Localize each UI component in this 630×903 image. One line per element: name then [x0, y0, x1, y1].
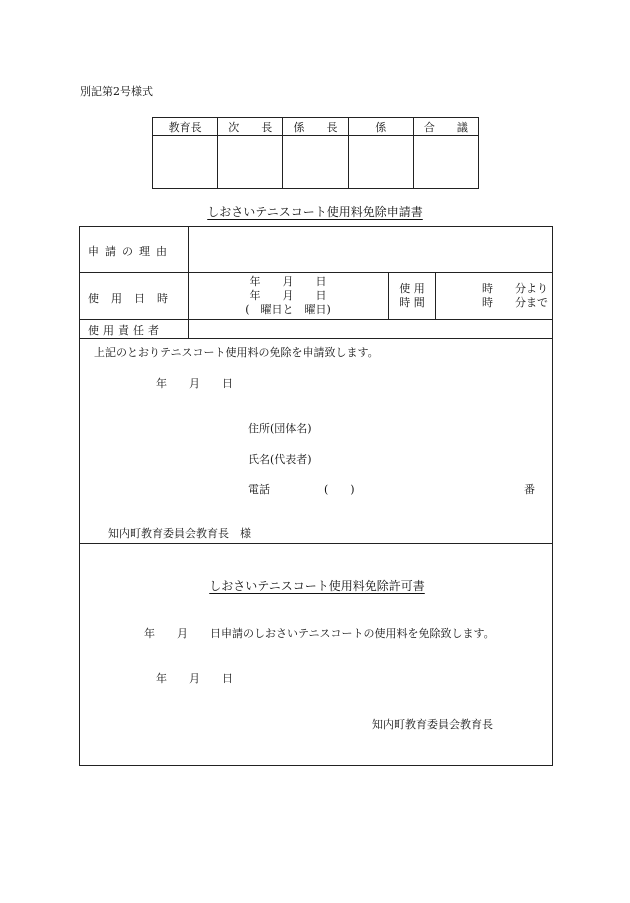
permit-title: しおさいテニスコート使用料免除許可書: [209, 579, 425, 593]
approval-column-staff: [348, 118, 413, 188]
addressee: 知内町教育委員会教育長 様: [108, 527, 251, 540]
phone-label: 電話: [248, 483, 270, 496]
time-to: 時 分まで: [482, 296, 548, 309]
permit-date[interactable]: 年 月 日: [156, 672, 233, 685]
phone-area-code[interactable]: ( ): [324, 483, 355, 496]
row-divider: [80, 338, 552, 339]
phone-suffix: 番: [524, 483, 535, 496]
application-title: しおさいテニスコート使用料免除申請書: [207, 205, 423, 219]
responsible-label: 使用責任者: [88, 324, 163, 337]
section-divider: [80, 543, 552, 544]
column-divider: [388, 272, 389, 319]
approval-column-deputy: [217, 118, 282, 188]
date-line: 年 月 日: [249, 289, 327, 302]
permit-statement: 年 月 日申請のしおさいテニスコートの使用料を免除致します。: [144, 627, 495, 640]
time-from: 時 分より: [482, 282, 548, 295]
responsible-field[interactable]: [192, 321, 548, 336]
usage-time-label-line: 時 間: [399, 296, 425, 309]
approval-header: 係 長: [283, 118, 347, 136]
approval-stamp-cell[interactable]: [218, 136, 282, 188]
name-label: 氏名(代表者): [248, 453, 312, 466]
approval-header: 合 議: [414, 118, 478, 136]
approval-stamp-cell[interactable]: [414, 136, 478, 188]
date-field[interactable]: [192, 275, 384, 317]
row-divider: [80, 272, 552, 273]
weekday-line: ( 曜日と 曜日): [245, 303, 331, 316]
usage-time-label-line: 使 用: [399, 282, 425, 295]
datetime-label: 使用日時: [88, 292, 180, 305]
reason-label: 申請の理由: [88, 245, 173, 258]
approval-header: 次 長: [218, 118, 282, 136]
approval-column-superintendent: [153, 118, 217, 188]
column-divider: [435, 272, 436, 319]
permit-issuer: 知内町教育委員会教育長: [372, 718, 493, 731]
usage-time-label: [390, 282, 434, 310]
date-line: 年 月 日: [249, 275, 327, 288]
approval-stamp-cell[interactable]: [283, 136, 347, 188]
address-label: 住所(団体名): [248, 422, 312, 435]
approval-stamp-cell[interactable]: [153, 136, 217, 188]
approval-stamp-cell[interactable]: [349, 136, 413, 188]
form-number: 別記第2号様式: [80, 85, 153, 98]
approval-header: 係: [349, 118, 413, 136]
reason-field[interactable]: [192, 231, 548, 269]
application-form: [79, 226, 553, 766]
row-divider: [80, 319, 552, 320]
usage-time-field[interactable]: [440, 282, 548, 310]
approval-stamp-table: [152, 117, 479, 189]
approval-header: 教育長: [153, 118, 217, 136]
approval-column-consultation: [413, 118, 478, 188]
approval-column-section-chief: [282, 118, 347, 188]
application-date[interactable]: 年 月 日: [156, 377, 233, 390]
application-statement: 上記のとおりテニスコート使用料の免除を申請致します。: [94, 346, 379, 359]
column-divider: [188, 227, 189, 338]
